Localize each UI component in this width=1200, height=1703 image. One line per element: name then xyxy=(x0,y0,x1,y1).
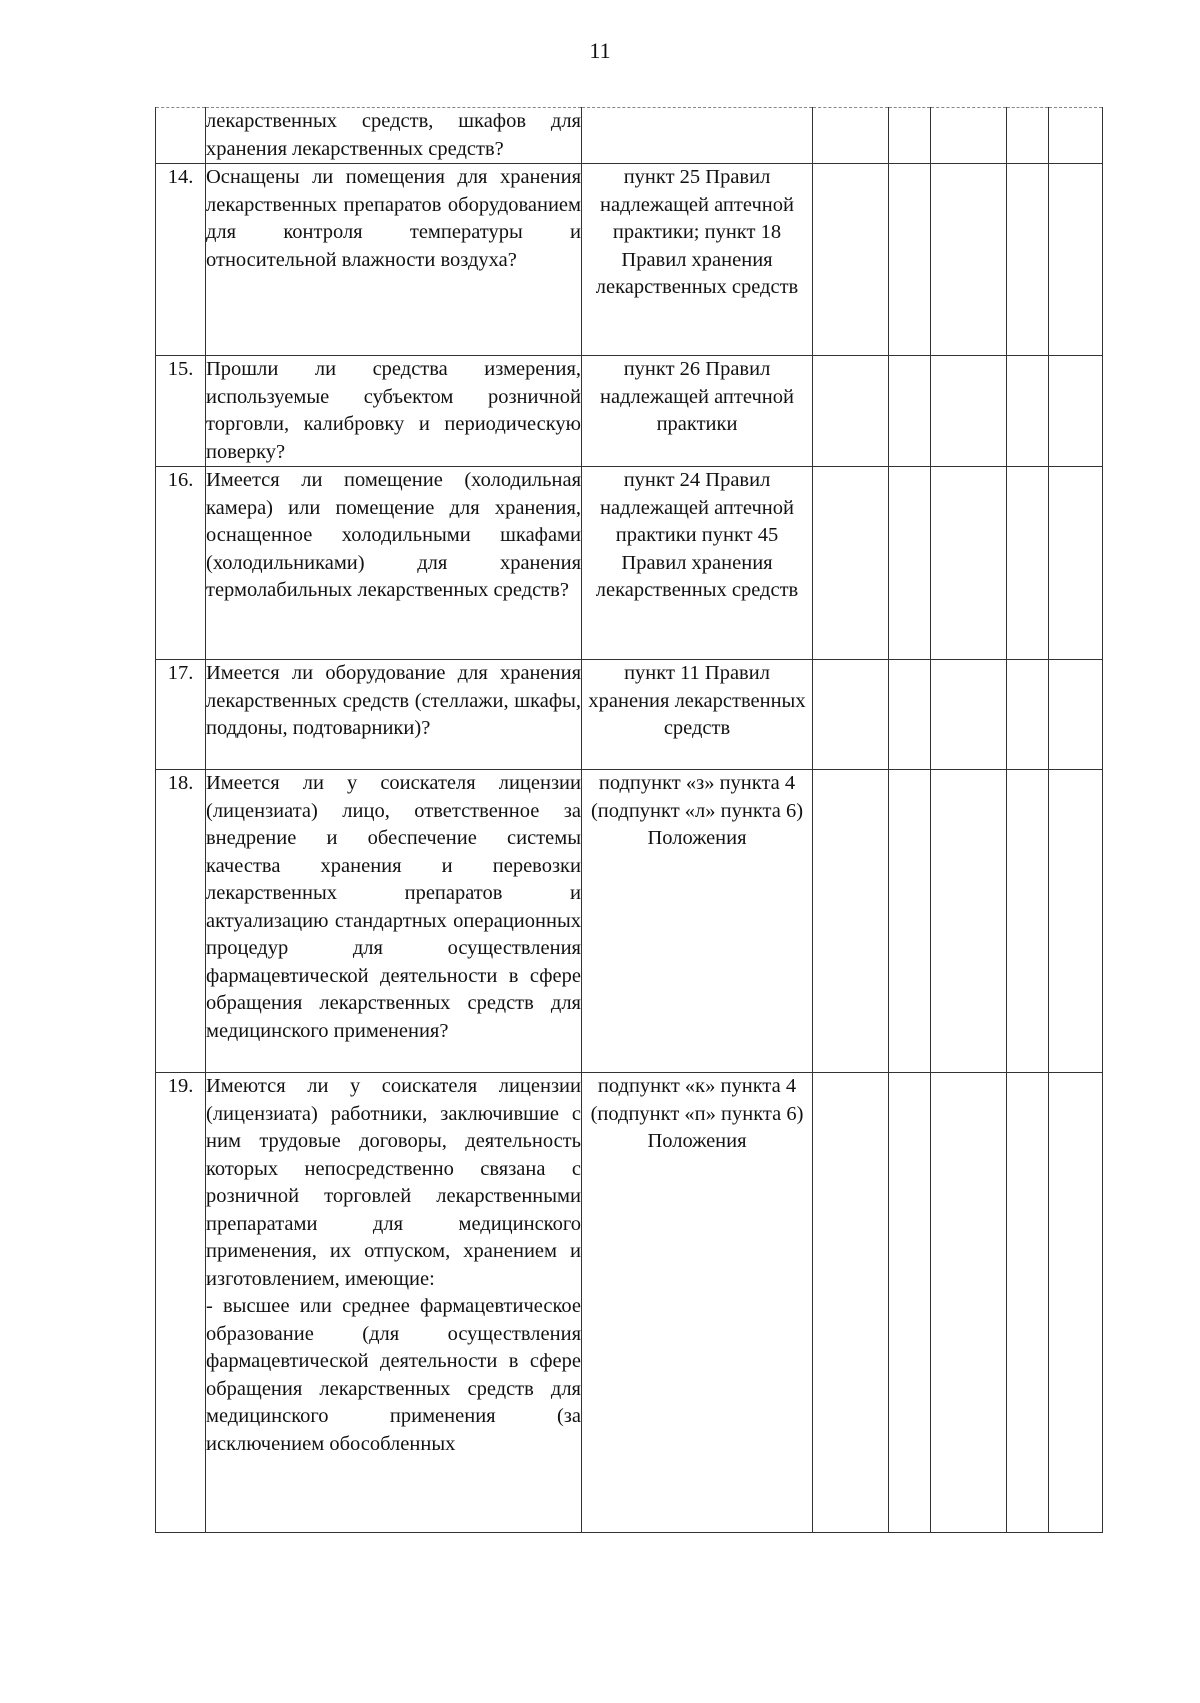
answer-cell xyxy=(813,1073,889,1533)
requirement-question: Прошли ли средства измерения, используемые субъектом розничной торговли, калибровку и периодическую поверку? xyxy=(206,356,582,467)
row-number xyxy=(156,108,206,164)
answer-cell xyxy=(889,770,931,1073)
requirement-question: Имеется ли у соискателя лицензии (лицензиата) лицо, ответственное за внедрение и обеспечение системы качества хранения и перевозки лекарственных препаратов и актуализацию стандартных операционных процедур для осуществления фармацевтической деятельности в сфере обращения лекарственных средств для медицинского применения? xyxy=(206,770,582,1073)
row-number: 16. xyxy=(156,467,206,660)
answer-cell xyxy=(1049,770,1103,1073)
answer-cell xyxy=(813,164,889,356)
table-row xyxy=(156,660,1103,770)
answer-cell xyxy=(1049,164,1103,356)
legal-reference: пункт 24 Правил надлежащей аптечной практики пункт 45 Правил хранения лекарственных средств xyxy=(582,467,813,660)
answer-cell xyxy=(931,1073,1007,1533)
answer-cell xyxy=(1007,108,1049,164)
answer-cell xyxy=(1007,356,1049,467)
answer-cell xyxy=(889,467,931,660)
row-number: 15. xyxy=(156,356,206,467)
answer-cell xyxy=(889,660,931,770)
answer-cell xyxy=(1049,108,1103,164)
legal-reference: пункт 11 Правил хранения лекарственных средств xyxy=(582,660,813,770)
answer-cell xyxy=(1007,660,1049,770)
requirement-question-main: Имеются ли у соискателя лицензии (лицензиата) работники, заключившие с ним трудовые договоры, деятельность которых непосредственно связана с розничной торговлей лекарственными препаратами для медицинского применения, их отпуском, хранением и изготовлением, имеющие: xyxy=(206,1075,581,1290)
legal-reference: пункт 26 Правил надлежащей аптечной практики xyxy=(582,356,813,467)
checklist-table xyxy=(155,107,1103,1533)
answer-cell xyxy=(889,1073,931,1533)
answer-cell xyxy=(931,467,1007,660)
answer-cell xyxy=(813,770,889,1073)
answer-cell xyxy=(931,164,1007,356)
answer-cell xyxy=(931,356,1007,467)
answer-cell xyxy=(931,108,1007,164)
legal-reference xyxy=(582,108,813,164)
answer-cell xyxy=(1049,1073,1103,1533)
table-row xyxy=(156,356,1103,467)
answer-cell xyxy=(1007,770,1049,1073)
requirement-question: Имеется ли оборудование для хранения лекарственных средств (стеллажи, шкафы, поддоны, подтоварники)? xyxy=(206,660,582,770)
answer-cell xyxy=(889,108,931,164)
answer-cell xyxy=(1049,660,1103,770)
answer-cell xyxy=(813,108,889,164)
answer-cell xyxy=(889,356,931,467)
row-number: 18. xyxy=(156,770,206,1073)
requirement-question: лекарственных средств, шкафов для хранения лекарственных средств? xyxy=(206,108,582,164)
row-number: 14. xyxy=(156,164,206,356)
legal-reference: подпункт «к» пункта 4 (подпункт «п» пункта 6) Положения xyxy=(582,1073,813,1533)
answer-cell xyxy=(813,467,889,660)
table-row xyxy=(156,770,1103,1073)
table-row xyxy=(156,467,1103,660)
row-number: 17. xyxy=(156,660,206,770)
answer-cell xyxy=(1007,164,1049,356)
answer-cell xyxy=(1007,467,1049,660)
legal-reference: пункт 25 Правил надлежащей аптечной практики; пункт 18 Правил хранения лекарственных средств xyxy=(582,164,813,356)
row-number: 19. xyxy=(156,1073,206,1533)
requirement-question-continuation: - высшее или среднее фармацевтическое образование (для осуществления фармацевтической деятельности в сфере обращения лекарственных средств для медицинского применения (за исключением обособленных xyxy=(206,1295,581,1455)
requirement-question: Оснащены ли помещения для хранения лекарственных препаратов оборудованием для контроля температуры и относительной влажности воздуха? xyxy=(206,164,582,356)
answer-cell xyxy=(1007,1073,1049,1533)
answer-cell xyxy=(813,660,889,770)
answer-cell xyxy=(931,660,1007,770)
page-number: 11 xyxy=(589,38,611,63)
legal-reference: подпункт «з» пункта 4 (подпункт «л» пункта 6) Положения xyxy=(582,770,813,1073)
table-row xyxy=(156,108,1103,164)
answer-cell xyxy=(1049,467,1103,660)
requirement-question: Имеется ли помещение (холодильная камера) или помещение для хранения, оснащенное холодильными шкафами (холодильниками) для хранения термолабильных лекарственных средств? xyxy=(206,467,582,660)
answer-cell xyxy=(1049,356,1103,467)
requirement-question xyxy=(206,1073,582,1533)
answer-cell xyxy=(889,164,931,356)
table-row xyxy=(156,164,1103,356)
table-row xyxy=(156,1073,1103,1533)
answer-cell xyxy=(931,770,1007,1073)
answer-cell xyxy=(813,356,889,467)
